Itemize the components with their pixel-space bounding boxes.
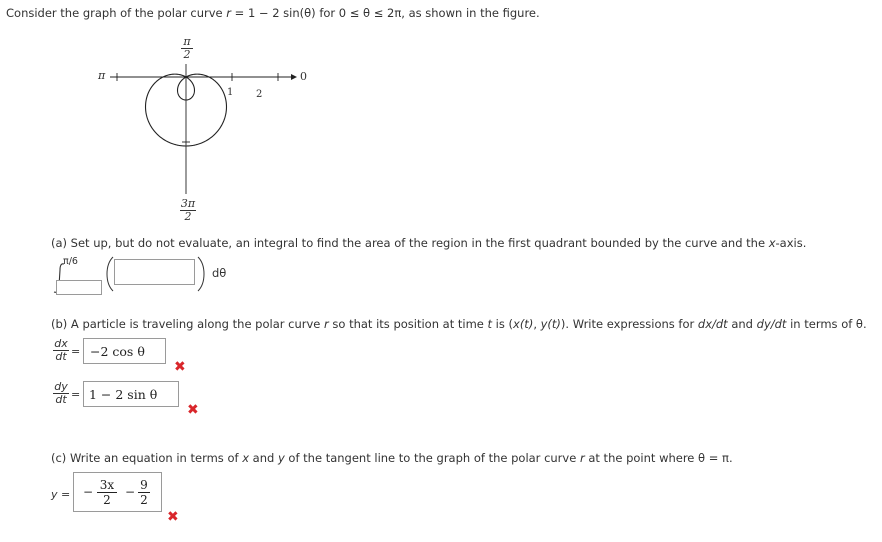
part-c-y-var: y — [277, 451, 285, 465]
part-c-r-var: r — [579, 451, 585, 465]
dy-denominator: dt — [53, 393, 69, 406]
polar-graph — [90, 30, 310, 230]
part-b-yt: y(t) — [540, 317, 561, 331]
label-pi: π — [98, 69, 106, 82]
label-3pi-over-2 — [180, 198, 196, 223]
part-b-r-var: r — [324, 317, 329, 331]
intro-prefix: Consider the graph of the polar curve — [6, 6, 227, 20]
label-one: 1 — [227, 87, 234, 98]
problem-intro — [6, 6, 540, 20]
part-b-comma: , — [533, 317, 541, 331]
part-a-x-var: x — [768, 236, 776, 250]
dx-equals: = — [71, 345, 81, 358]
answer-fraction-1 — [97, 478, 117, 507]
part-a-prompt — [51, 236, 806, 250]
part-b-text-5: in terms of θ. — [786, 317, 867, 331]
part-b-dydt: dy/dt — [756, 317, 787, 331]
part-a-text-after: -axis. — [775, 236, 807, 250]
part-b-text-1: (b) A particle is traveling along the polar curve — [51, 317, 325, 331]
tangent-line-answer-box[interactable] — [73, 472, 162, 512]
part-b-text-3: is ( — [492, 317, 514, 331]
part-b-xt: x(t) — [513, 317, 534, 331]
part-c-x-var: x — [242, 451, 250, 465]
answer-frac-2-den: 2 — [138, 492, 150, 507]
label-3pi-over-2-num: 3π — [180, 197, 196, 210]
label-pi-over-2 — [181, 36, 193, 61]
label-3pi-over-2-den: 2 — [180, 210, 196, 223]
answer-frac-1-num: 3x — [99, 478, 115, 492]
dx-numerator: dx — [54, 337, 68, 350]
part-c-prompt — [51, 451, 733, 465]
part-b-and: and — [727, 317, 757, 331]
incorrect-mark-icon: ✖ — [167, 509, 179, 525]
answer-fraction-2 — [138, 478, 150, 507]
dy-numerator: dy — [54, 380, 68, 393]
part-b-t-var: t — [487, 317, 493, 331]
intro-equation: = 1 − 2 sin(θ) for 0 ≤ θ ≤ 2π, as shown in the figure. — [231, 6, 540, 20]
dy-equals: = — [71, 388, 81, 401]
y-equals-text: y = — [51, 488, 71, 501]
dx-dt-answer-box[interactable]: −2 cos θ — [83, 338, 166, 364]
part-b-dxdt: dx/dt — [697, 317, 728, 331]
right-paren-icon — [196, 255, 208, 293]
part-a-text-before: (a) Set up, but do not evaluate, an integral to find the area of the region in the first quadrant bounded by the curve and the — [51, 236, 769, 250]
label-pi-over-2-num: π — [183, 35, 191, 48]
part-c-and: and — [249, 451, 278, 465]
part-b-text-2: so that its position at time — [328, 317, 488, 331]
integrand-input[interactable] — [114, 259, 195, 285]
part-c-text-1: (c) Write an equation in terms of — [51, 451, 243, 465]
answer-minus-2: − — [125, 485, 136, 499]
integral-lower-limit-input[interactable] — [56, 280, 102, 295]
label-zero: 0 — [300, 70, 307, 83]
dy-dt-answer-box[interactable]: 1 − 2 sin θ — [83, 381, 179, 407]
part-c-text-2: of the tangent line to the graph of the polar curve — [284, 451, 580, 465]
answer-frac-1-den: 2 — [97, 492, 117, 507]
part-b-prompt — [51, 317, 867, 331]
label-two: 2 — [256, 89, 263, 100]
integral-upper-limit: π/6 — [63, 256, 78, 267]
part-c-text-3: at the point where θ = π. — [584, 451, 733, 465]
y-equals-label — [51, 488, 70, 501]
label-pi-over-2-den: 2 — [181, 48, 193, 61]
answer-minus-1: − — [83, 485, 94, 499]
intro-r-var: r — [226, 6, 231, 20]
polar-axis-arrow-icon — [291, 74, 297, 80]
part-b-text-4: ). Write expressions for — [560, 317, 698, 331]
dx-denominator: dt — [53, 350, 69, 363]
dy-dt-fraction — [53, 381, 69, 406]
incorrect-mark-icon: ✖ — [174, 359, 186, 375]
answer-frac-2-num: 9 — [140, 478, 148, 492]
dx-dt-fraction — [53, 338, 69, 363]
d-theta-label: dθ — [212, 266, 227, 280]
incorrect-mark-icon: ✖ — [187, 402, 199, 418]
